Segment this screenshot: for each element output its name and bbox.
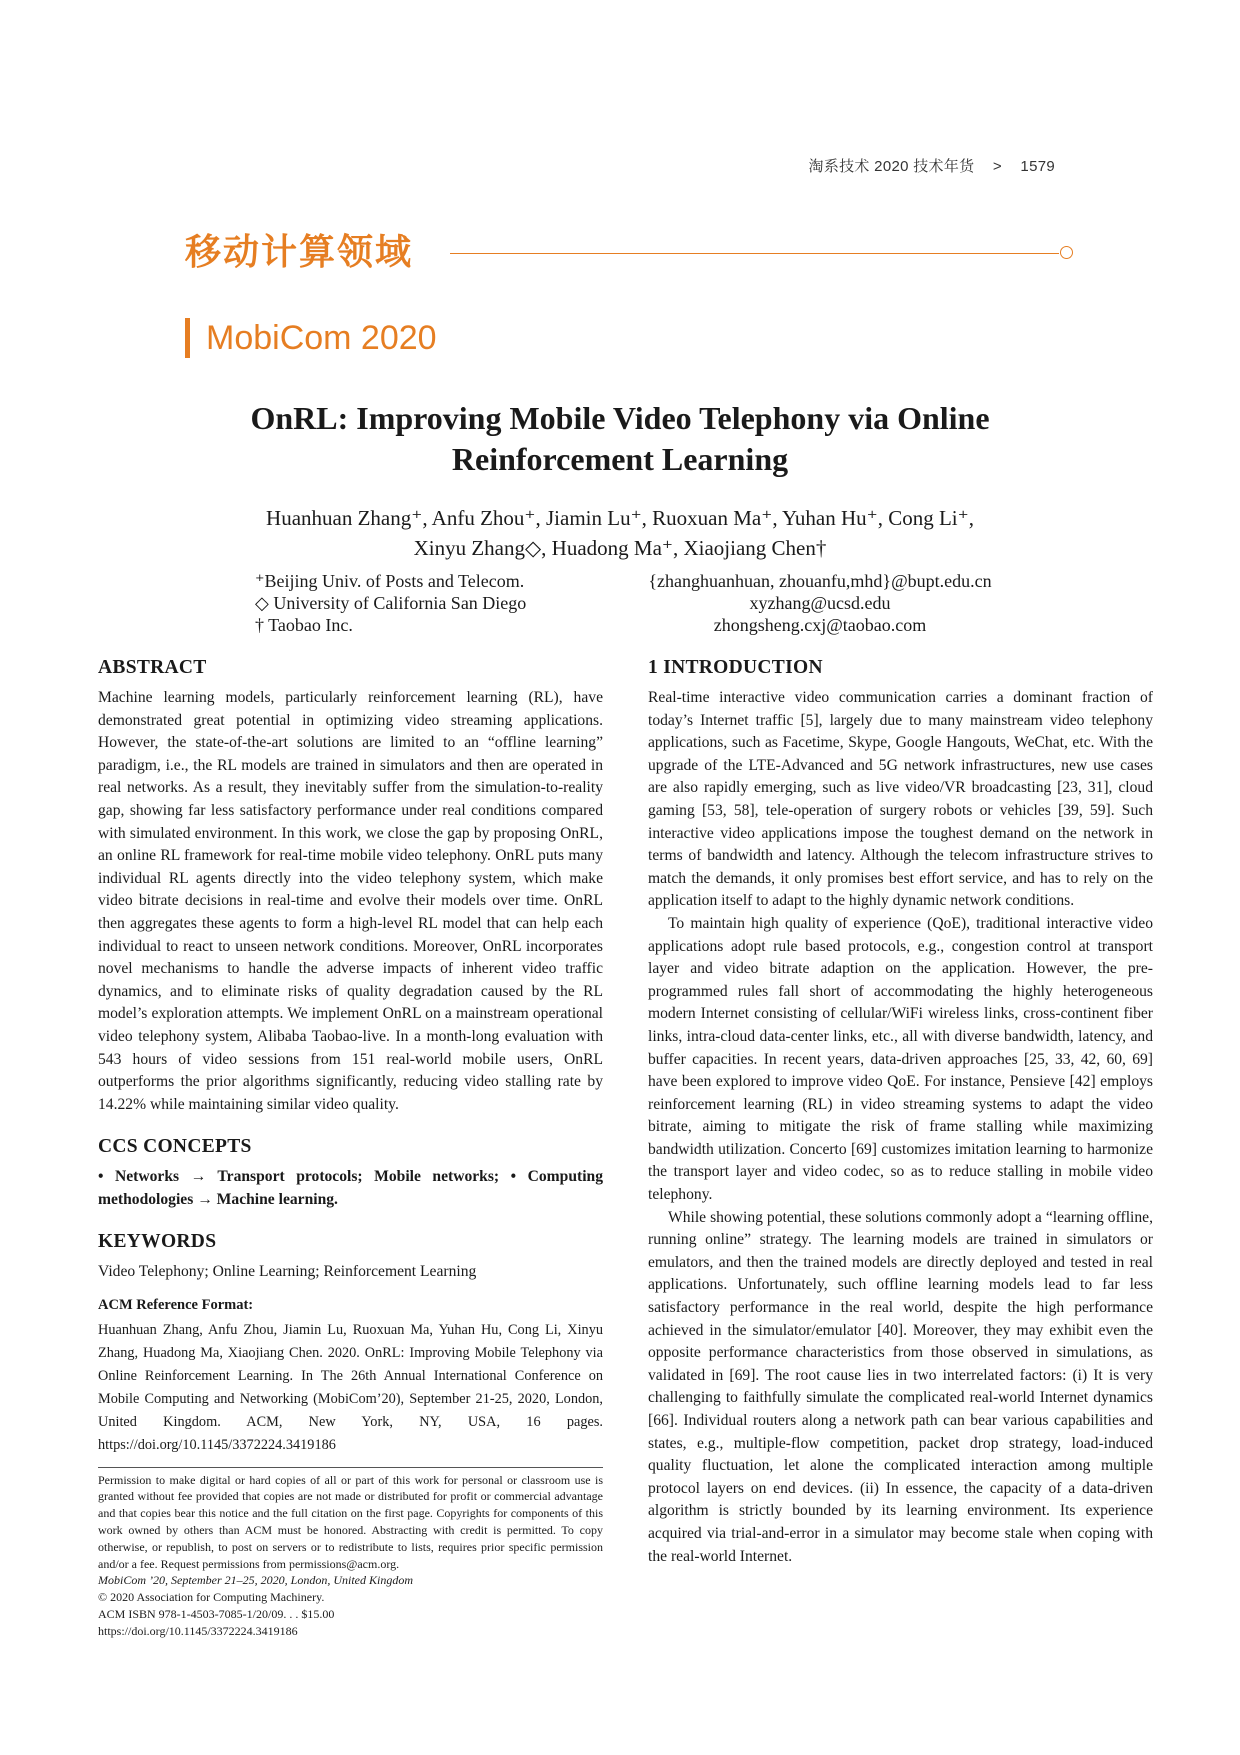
- title-line-1: OnRL: Improving Mobile Video Telephony via Online: [250, 400, 990, 436]
- paper-title: [150, 398, 1090, 480]
- left-column: [98, 655, 603, 1640]
- affiliation-row: [255, 592, 1015, 614]
- affiliation-row: [255, 614, 1015, 636]
- authors-line-2: Xinyu Zhang◇, Huadong Ma⁺, Xiaojiang Chen†: [413, 536, 827, 560]
- abstract-text: Machine learning models, particularly reinforcement learning (RL), have demonstrated great potential in optimizing video streaming applications. However, the state-of-the-art solutions are limited to an “offline learning” paradigm, i.e., the RL models are trained in simulators and then are operated in real networks. As a result, they inevitably suffer from the simulation-to-reality gap, showing far less satisfactory performance under real conditions compared with simulated environment. In this work, we close the gap by proposing OnRL, an online RL framework for real-time mobile video telephony. OnRL puts many individual RL agents directly into the video telephony system, which make video bitrate decisions in real-time and evolve their models over time. OnRL then aggregates these agents to form a high-level RL model that can help each individual to react to unseen network conditions. Moreover, OnRL incorporates novel mechanisms to handle the adverse impacts of inherent video traffic dynamics, and to eliminate risks of quality degradation caused by the RL model’s exploration attempts. We implement OnRL on a mainstream operational video telephony system, Alibaba Taobao-live. In a month-long evaluation with 543 hours of video sessions from 151 real-world mobile users, OnRL outperforms the prior algorithms significantly, reducing video stalling rate by 14.22% while maintaining similar video quality.: [98, 689, 603, 1113]
- permission-isbn: ACM ISBN 978-1-4503-7085-1/20/09. . . $15.00: [98, 1607, 335, 1622]
- affiliation-email: xyzhang@ucsd.edu: [749, 593, 891, 613]
- affiliation-name: ◇ University of California San Diego: [255, 593, 527, 613]
- introduction-heading: 1 INTRODUCTION: [648, 657, 823, 678]
- permission-notice: [98, 1472, 603, 1640]
- intro-paragraph: While showing potential, these solutions commonly adopt a “learning offline, running online” strategy. The learning models are trained in simulators or emulators, and then the trained models are directly deployed and tested in real applications. Unfortunately, such offline learning models lead to far less satisfactory performance in the real world, despite the high performance achieved in the simulator/emulator [40]. Moreover, they may exhibit even the opposite performance characteristics from those observed in simulations, as validated in [69]. The root cause lies in two interrelated factors: (i) It is very challenging to faithfully simulate the complicated real-world Internet dynamics [66]. Individual routers along a network path can bear various capabilities and states, e.g., multiple-flow competition, packet drop strategy, load-induced quality fluctuation, let alone the complicated interaction among multiple protocol layers on end devices. (ii) In essence, the capacity of a data-driven algorithm is strictly bounded by its learning environment. Its experience acquired via trial-and-error in a simulator may become stale when coping with the real-world Internet.: [648, 1208, 1153, 1565]
- ccs-text: • Networks → Transport protocols; Mobile networks; • Computing methodologies → Machine learning.: [98, 1168, 603, 1208]
- running-header: [809, 155, 1055, 176]
- keywords-text: Video Telephony; Online Learning; Reinforcement Learning: [98, 1263, 477, 1281]
- section-banner: [185, 232, 1073, 272]
- banner-circle-icon: [1060, 246, 1073, 259]
- permission-copyright: © 2020 Association for Computing Machinery.: [98, 1590, 325, 1605]
- section-banner-title: 移动计算领域: [185, 231, 414, 272]
- banner-rule: [450, 253, 1059, 254]
- author-list: [150, 503, 1090, 563]
- acm-reference-heading: ACM Reference Format:: [98, 1297, 254, 1314]
- ccs-heading: CCS CONCEPTS: [98, 1136, 252, 1158]
- authors-line-1: Huanhuan Zhang⁺, Anfu Zhou⁺, Jiamin Lu⁺, Ruoxuan Ma⁺, Yuhan Hu⁺, Cong Li⁺,: [266, 506, 974, 530]
- affiliations: [255, 570, 1015, 636]
- affiliation-email: zhongsheng.cxj@taobao.com: [713, 615, 927, 635]
- permission-text: Permission to make digital or hard copies of all or part of this work for personal or classroom use is granted without fee provided that copies are not made or distributed for profit or commercial advantage and that copies bear this notice and the full citation on the first page. Copyrights for components of this work owned by others than ACM must be honored. Abstracting with credit is permitted. To copy otherwise, or republish, to post on servers or to redistribute to lists, requires prior specific permission and/or a fee. Request permissions from permissions@acm.org.: [98, 1472, 603, 1571]
- affiliation-name: † Taobao Inc.: [255, 615, 353, 635]
- title-line-2: Reinforcement Learning: [451, 441, 789, 477]
- affiliation-name: ⁺Beijing Univ. of Posts and Telecom.: [255, 571, 525, 591]
- page-number: 1579: [1020, 158, 1055, 175]
- right-column: [648, 655, 1153, 1568]
- permission-venue: MobiCom ’20, September 21–25, 2020, London, United Kingdom: [98, 1573, 413, 1588]
- conference-tag: MobiCom 2020: [185, 318, 437, 358]
- affiliation-row: [255, 570, 1015, 592]
- footnote-rule: [98, 1467, 603, 1468]
- abstract-heading: ABSTRACT: [98, 657, 207, 678]
- header-separator: >: [992, 158, 1002, 175]
- intro-paragraph: To maintain high quality of experience (QoE), traditional interactive video applications adopt rule based protocols, e.g., congestion control at transport layer and video bitrate adaption on the application. However, the pre-programmed rules fall short of accommodating the highly heterogeneous modern Internet consisting of cellular/WiFi wireless links, cross-continent fiber links, intra-cloud data-center links, etc., all with diverse bandwidth, latency, and buffer capacities. In recent years, data-driven approaches [25, 33, 42, 60, 69] have been explored to improve video QoE. For instance, Pensieve [42] employs reinforcement learning (RL) in video streaming systems to adapt the video bitrate, aiming to mitigate the risk of frame stalling while maximizing bandwidth utilization. Concerto [69] customizes imitation learning to harmonize the transport layer and video codec, so as to reduce stalling in mobile video telephony.: [648, 914, 1153, 1204]
- acm-reference-text: Huanhuan Zhang, Anfu Zhou, Jiamin Lu, Ruoxuan Ma, Yuhan Hu, Cong Li, Xinyu Zhang, Huadong Ma, Xiaojiang Chen. 2020. OnRL: Improving Mobile Telephony via Online Reinforcement Learning. In The 26th Annual International Conference on Mobile Computing and Networking (MobiCom’20), September 21-25, 2020, London, United Kingdom. ACM, New York, NY, USA, 16 pages. https://doi.org/10.1145/3372224.3419186: [98, 1321, 603, 1453]
- intro-paragraph: Real-time interactive video communication carries a dominant fraction of today’s Internet traffic [5], largely due to many mainstream video telephony applications, such as Facetime, Skype, Google Hangouts, WeChat, etc. With the upgrade of the LTE-Advanced and 5G network infrastructures, new use cases are also rapidly emerging, such as live video/VR broadcasting [23, 31], cloud gaming [53, 58], tele-operation of surgery robots or vehicles [39, 59]. Such interactive video applications impose the toughest demand on the network in terms of bandwidth and latency. Although the telecom infrastructure strives to match the demands, it only promises best effort service, and has to rely on the application itself to adapt to the highly dynamic network conditions.: [648, 689, 1153, 910]
- affiliation-email: {zhanghuanhuan, zhouanfu,mhd}@bupt.edu.cn: [648, 571, 992, 591]
- keywords-heading: KEYWORDS: [98, 1231, 217, 1253]
- permission-doi: https://doi.org/10.1145/3372224.3419186: [98, 1623, 298, 1638]
- book-title: 淘系技术 2020 技术年货: [808, 158, 975, 175]
